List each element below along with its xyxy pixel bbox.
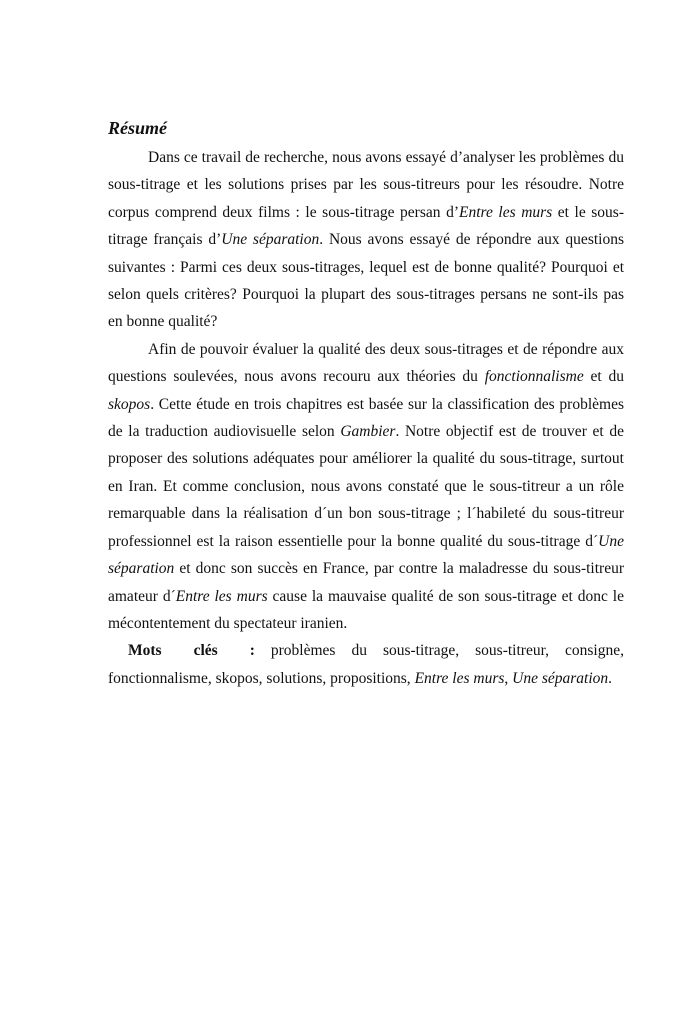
keywords-paragraph xyxy=(108,637,624,692)
text-run: Dans ce travail de recherche, nous avons essayé d’analyser les problèmes du sous-titrage et les solutions prises par les sous-titreurs pour les résoudre. Notre corpus comprend deux films : le sous-titrage persan d’ xyxy=(108,149,624,221)
text-run: et le sous-titrage français d’ xyxy=(108,203,624,249)
abstract-paragraph-2 xyxy=(108,336,624,637)
abstract-paragraph-1 xyxy=(108,144,624,336)
film-title: Entre les murs xyxy=(414,669,505,687)
film-title: Entre les murs xyxy=(458,203,553,221)
film-title: Une séparation xyxy=(512,669,609,687)
text-run: . Nous avons essayé de répondre aux questions suivantes : Parmi ces deux sous-titrages, lequel est de bonne qualité? Pourquoi et selon quels critères? Pourquoi la plupart des sous-titrages persans ne sont-ils pas en bonne qualité? xyxy=(108,231,624,331)
text-run: . xyxy=(608,669,613,687)
text-run: Afin de pouvoir évaluer la qualité des deux sous-titrages et de répondre aux questions soulevées, nous avons recouru aux théories du xyxy=(108,340,624,386)
film-title: Une séparation xyxy=(221,231,320,249)
text-run: et du xyxy=(583,368,624,386)
document-page xyxy=(108,116,624,692)
text-run: . Cette étude en trois chapitres est basée sur la classification des problèmes de la traduction audiovisuelle selon xyxy=(108,395,624,441)
theory-term: skopos xyxy=(108,395,151,413)
author-name: Gambier xyxy=(340,423,396,441)
theory-term: fonctionnalisme xyxy=(484,368,584,386)
text-run: problèmes du sous-titrage, sous-titreur, consigne, fonctionnalisme, skopos, solutions, propositions, xyxy=(108,642,624,687)
text-run: , xyxy=(504,669,513,687)
film-title: Entre les murs xyxy=(175,587,268,605)
text-run: cause la mauvaise qualité de son sous-titrage et donc le mécontentement du spectateur iranien. xyxy=(108,587,624,632)
text-run: et donc son succès en France, par contre la maladresse du sous-titreur amateur d´ xyxy=(108,560,624,605)
page-title: Résumé xyxy=(108,118,168,138)
text-run: . Notre objectif est de trouver et de proposer des solutions adéquates pour améliorer la qualité du sous-titrage, surtout en Iran. Et comme conclusion, nous avons constaté que le sous-titreur a un rôle remarquable dans la réalisation d´un bon sous-titrage ; l´habileté du sous-titreur professionnel est la raison essentielle pour la bonne qualité du sous-titrage d´ xyxy=(108,423,624,550)
keywords-label: Mots clés : xyxy=(128,642,255,660)
film-title: Une séparation xyxy=(108,532,624,578)
